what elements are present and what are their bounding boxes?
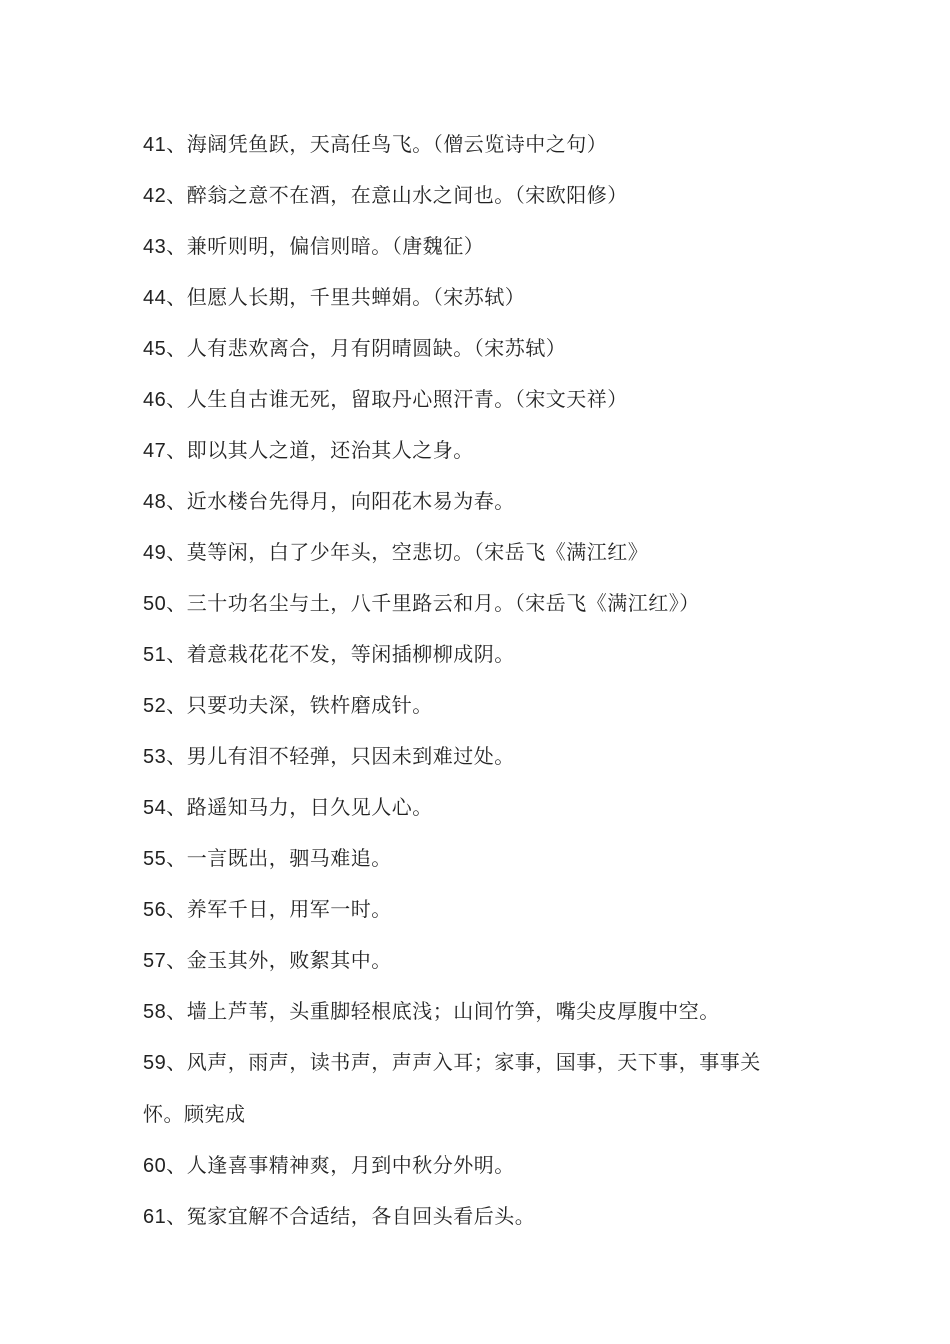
quote-number: 55 (143, 848, 167, 870)
quote-text: 、莫等闲，白了少年头，空悲切。（宋岳飞《满江红》 (166, 540, 649, 564)
quote-text: 、墙上芦苇，头重脚轻根底浅；山间竹笋，嘴尖皮厚腹中空。 (166, 999, 720, 1023)
quote-number: 54 (143, 797, 167, 819)
quote-number: 46 (143, 389, 167, 411)
quote-text: 、近水楼台先得月，向阳花木易为春。 (166, 489, 515, 513)
quote-item (143, 119, 803, 170)
quote-number: 53 (143, 746, 167, 768)
quote-text: 、着意栽花花不发，等闲插柳柳成阴。 (166, 642, 515, 666)
quote-item (143, 986, 803, 1037)
quote-item (143, 884, 803, 935)
quote-number: 43 (143, 236, 167, 258)
quote-text: 、路遥知马力，日久见人心。 (166, 795, 433, 819)
quote-number: 58 (143, 1001, 167, 1023)
quote-text: 、但愿人长期，千里共蝉娟。（宋苏轼） (166, 285, 526, 309)
quote-number: 59 (143, 1052, 167, 1074)
quote-text: 、只要功夫深，铁杵磨成针。 (166, 693, 433, 717)
quote-text: 、男儿有泪不轻弹，只因未到难过处。 (166, 744, 515, 768)
quote-item (143, 476, 803, 527)
quote-item (143, 425, 803, 476)
quote-item (143, 272, 803, 323)
quote-text-continuation: 怀。顾宪成 (143, 1102, 246, 1126)
quote-number: 48 (143, 491, 167, 513)
quote-item (143, 374, 803, 425)
quote-item (143, 578, 803, 629)
quote-item (143, 629, 803, 680)
quote-item (143, 170, 803, 221)
quote-number: 52 (143, 695, 167, 717)
quote-number: 41 (143, 134, 167, 156)
quote-item (143, 1140, 803, 1191)
quote-item (143, 323, 803, 374)
quote-item (143, 731, 803, 782)
quote-item (143, 782, 803, 833)
quote-number: 42 (143, 185, 167, 207)
quote-text: 、一言既出，驷马难追。 (166, 846, 392, 870)
quote-text: 、醉翁之意不在酒，在意山水之间也。（宋欧阳修） (166, 183, 628, 207)
quote-text: 、人逢喜事精神爽，月到中秋分外明。 (166, 1153, 515, 1177)
quote-item (143, 1191, 803, 1242)
quote-item (143, 1037, 803, 1140)
quote-number: 47 (143, 440, 167, 462)
quote-item (143, 833, 803, 884)
quote-item (143, 935, 803, 986)
quote-number: 50 (143, 593, 167, 615)
quote-text: 、人有悲欢离合，月有阴晴圆缺。（宋苏轼） (166, 336, 567, 360)
quote-item (143, 680, 803, 731)
quote-text: 、兼听则明，偏信则暗。（唐魏征） (166, 234, 485, 258)
quote-text: 、人生自古谁无死，留取丹心照汗青。（宋文天祥） (166, 387, 628, 411)
quote-number: 49 (143, 542, 167, 564)
quote-number: 51 (143, 644, 167, 666)
quote-number: 44 (143, 287, 167, 309)
quote-text: 、养军千日，用军一时。 (166, 897, 392, 921)
quote-text: 、金玉其外，败絮其中。 (166, 948, 392, 972)
quote-text: 、风声，雨声，读书声，声声入耳；家事，国事，天下事，事事关 (166, 1050, 761, 1074)
quote-number: 56 (143, 899, 167, 921)
quote-number: 61 (143, 1206, 167, 1228)
quote-number: 60 (143, 1155, 167, 1177)
quote-list (143, 119, 803, 1242)
quote-text: 、海阔凭鱼跃，天高任鸟飞。（僧云览诗中之句） (166, 132, 608, 156)
quote-item (143, 221, 803, 272)
quote-text: 、三十功名尘与土，八千里路云和月。（宋岳飞《满江红》） (166, 591, 700, 615)
quote-text: 、即以其人之道，还治其人之身。 (166, 438, 474, 462)
quote-number: 45 (143, 338, 167, 360)
quote-number: 57 (143, 950, 167, 972)
quote-text: 、冤家宜解不合适结，各自回头看后头。 (166, 1204, 536, 1228)
quote-item (143, 527, 803, 578)
